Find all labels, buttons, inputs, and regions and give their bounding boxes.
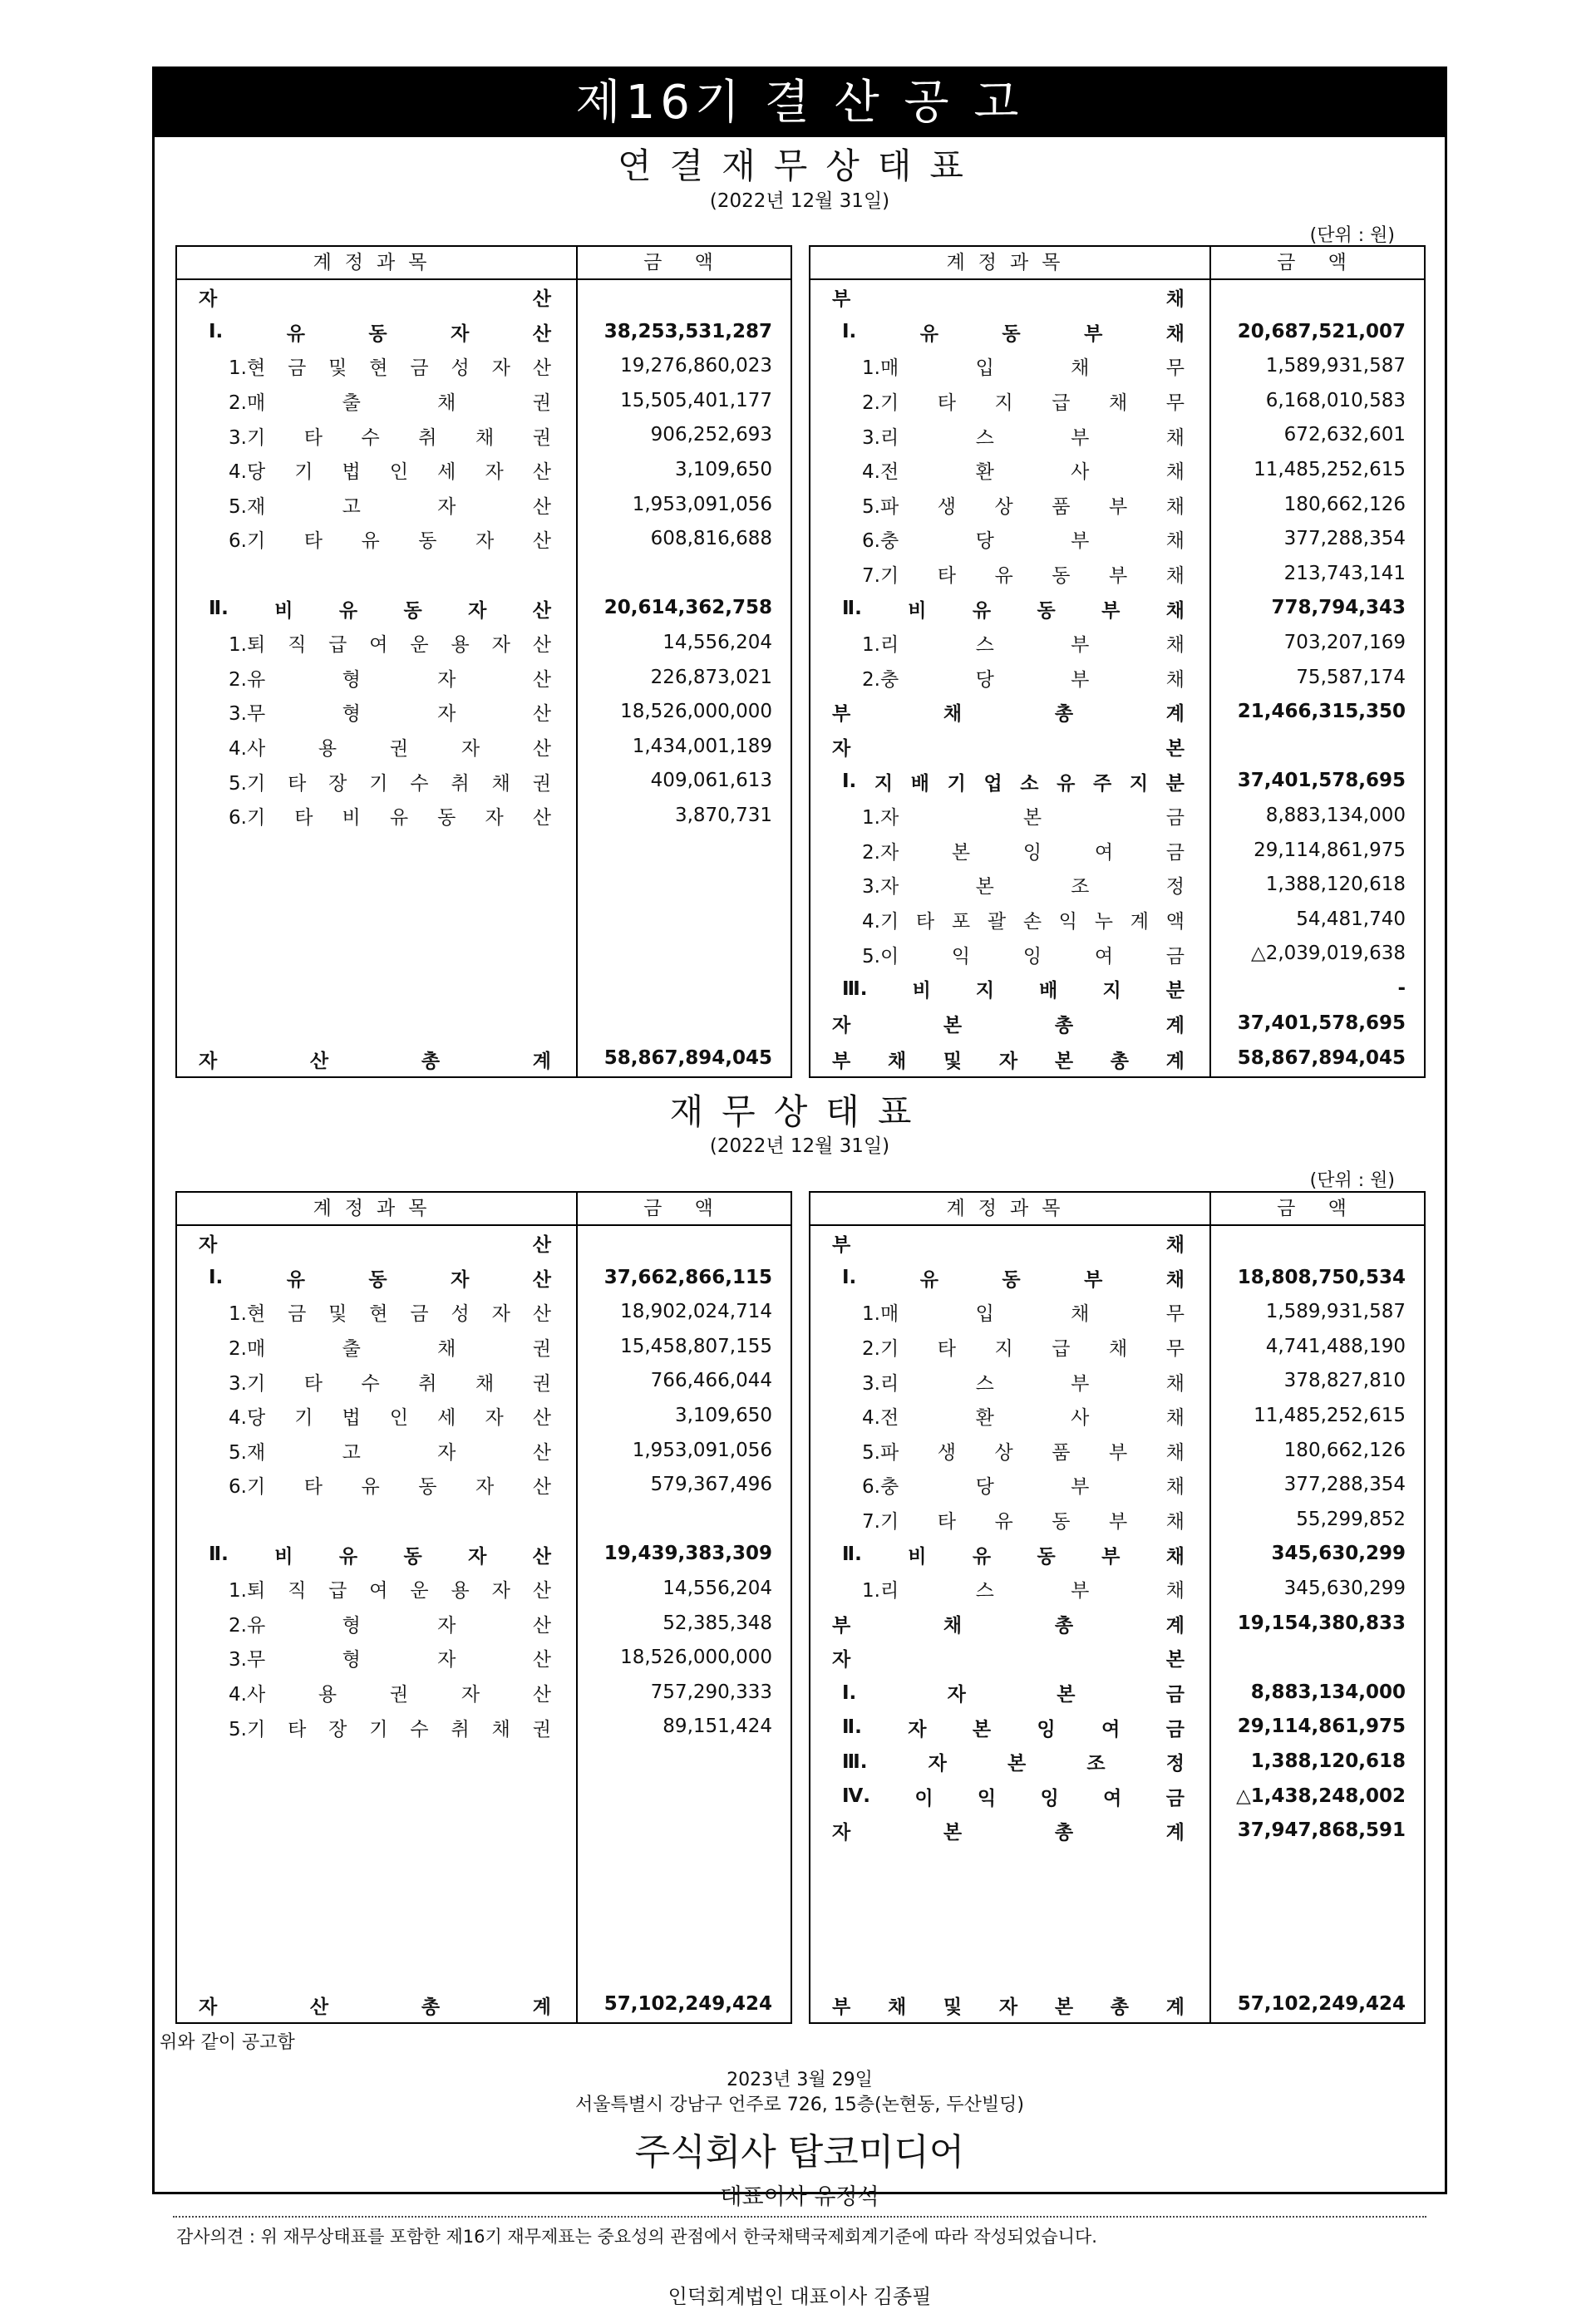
table-row (810, 695, 1424, 730)
auditor-name: 인덕회계법인 대표이사 김종필 (667, 2285, 932, 2308)
amount-cell: 1,589,931,587 (1265, 355, 1406, 377)
amount-cell: 37,401,578,695 (1237, 1012, 1406, 1034)
table-row (810, 1537, 1424, 1572)
account-label: 부 채 (832, 288, 1185, 311)
account-label: 3.무 형 자 산 (229, 1649, 551, 1671)
account-label: Ⅰ. 자 본 금 (842, 1681, 1185, 1706)
amount-cell: 15,505,401,177 (620, 389, 772, 411)
amount-cell (576, 280, 772, 315)
amount-cell: 1,953,091,056 (632, 493, 772, 515)
table-row (177, 695, 791, 730)
account-label: Ⅰ. 유 동 부 채 (842, 321, 1185, 345)
consolidated-unit: (단위 : 원) (1309, 225, 1395, 246)
amount-cell: 37,662,866,115 (603, 1266, 772, 1288)
account-label: 5.재 고 자 산 (229, 495, 551, 518)
amount-cell: 29,114,861,975 (1254, 839, 1406, 861)
table-row (810, 1780, 1424, 1814)
table-header (810, 247, 1424, 280)
amount-cell: 58,867,894,045 (1237, 1047, 1406, 1070)
amount-cell: 766,466,044 (650, 1370, 772, 1392)
account-label: 2.유 형 자 산 (229, 668, 551, 691)
account-label: Ⅱ. 비 유 동 부 채 (842, 598, 1185, 622)
account-label: 자 산 (199, 288, 551, 311)
amount-cell: 180,662,126 (1283, 1439, 1406, 1461)
account-label: 2.유 형 자 산 (229, 1614, 551, 1637)
table-row (177, 1226, 791, 1261)
amount-cell: 672,632,601 (1283, 424, 1406, 446)
account-label: Ⅰ. 유 동 부 채 (842, 1267, 1185, 1291)
table-row (177, 730, 791, 765)
amount-cell: 14,556,204 (663, 632, 772, 653)
amount-cell: 58,867,894,045 (603, 1047, 772, 1070)
amount-cell: △1,438,248,002 (1236, 1785, 1406, 1807)
amount-cell: 757,290,333 (650, 1681, 772, 1703)
amount-cell: 377,288,354 (1283, 528, 1406, 550)
amount-cell: 409,061,613 (650, 770, 772, 792)
table-row (177, 1537, 791, 1572)
account-label: 3.기 타 수 취 채 권 (229, 426, 551, 449)
table-header (177, 247, 791, 280)
table-row (810, 1710, 1424, 1745)
table-row (810, 1330, 1424, 1365)
amount-cell: 378,827,810 (1283, 1370, 1406, 1392)
table-row (810, 903, 1424, 938)
account-label: 4.기 타 포 괄 손 익 누 계 액 (862, 911, 1185, 933)
amount-cell: 75,587,174 (1296, 666, 1406, 688)
notice-banner: 제16기 결 산 공 고 (155, 69, 1445, 137)
account-label: 6.기 타 유 동 자 산 (229, 530, 551, 553)
amount-cell: 21,466,315,350 (1237, 701, 1406, 723)
account-label: Ⅱ. 비 유 동 자 산 (209, 1543, 551, 1568)
amount-cell: 3,870,731 (674, 805, 772, 826)
amount-cell: 3,109,650 (674, 459, 772, 480)
account-label: 3.자 본 조 정 (862, 876, 1185, 898)
amount-cell: 15,458,807,155 (620, 1335, 772, 1357)
table-row (177, 280, 791, 315)
account-label: 4.사 용 권 자 산 (229, 1684, 551, 1706)
account-label: Ⅱ. 비 유 동 부 채 (842, 1543, 1185, 1568)
account-label: 1.현 금 및 현 금 성 자 산 (229, 1303, 551, 1326)
separate-liabilities-table (809, 1191, 1426, 2024)
account-label: 2.충 당 부 채 (862, 668, 1185, 691)
table-row (810, 1676, 1424, 1711)
table-row (177, 1572, 791, 1607)
account-label: 자 본 총 계 (832, 1014, 1185, 1036)
account-label: Ⅱ. 비 유 동 자 산 (209, 598, 551, 622)
table-row (177, 1676, 791, 1711)
table-row (810, 280, 1424, 315)
table-row (810, 384, 1424, 419)
table-row (177, 1399, 791, 1434)
table-row (810, 591, 1424, 626)
account-label: 4.당 기 법 인 세 자 산 (229, 461, 551, 484)
amount-cell: 19,154,380,833 (1237, 1612, 1406, 1634)
amount-cell: 57,102,249,424 (603, 1993, 772, 2016)
table-row (177, 1261, 791, 1296)
header-account: 계정과목 (313, 1198, 441, 1219)
amount-cell: 57,102,249,424 (1237, 1993, 1406, 2016)
table-row (810, 522, 1424, 557)
table-row (177, 1987, 791, 2022)
header-account: 계정과목 (313, 252, 441, 273)
account-label: 1.리 스 부 채 (862, 1580, 1185, 1603)
account-label: 부 채 총 계 (832, 1614, 1185, 1637)
account-label: 자 본 총 계 (832, 1822, 1185, 1844)
table-row (177, 1364, 791, 1399)
table-row (177, 1503, 791, 1538)
header-amount: 금 액 (1277, 1198, 1360, 1219)
amount-cell: 37,947,868,591 (1237, 1819, 1406, 1842)
consolidated-liabilities-table (809, 245, 1426, 1078)
account-label: 6.기 타 비 유 동 자 산 (229, 807, 551, 830)
amount-cell: 4,741,488,190 (1265, 1335, 1406, 1357)
table-row (177, 1641, 791, 1676)
account-label: 1.현 금 및 현 금 성 자 산 (229, 357, 551, 380)
header-account: 계정과목 (946, 252, 1074, 273)
table-row (177, 1330, 791, 1365)
table-row (810, 1607, 1424, 1642)
table-row (177, 1710, 791, 1745)
account-label: 7.기 타 유 동 부 채 (862, 1511, 1185, 1534)
table-row (810, 1814, 1424, 1849)
amount-cell: 54,481,740 (1296, 908, 1406, 930)
amount-cell (576, 557, 772, 592)
header-amount: 금 액 (643, 252, 727, 273)
amount-cell: 579,367,496 (650, 1474, 772, 1496)
amount-cell: 37,401,578,695 (1237, 770, 1406, 792)
table-row (177, 1607, 791, 1642)
account-label: 4.전 환 사 채 (862, 461, 1185, 484)
audit-opinion: 감사의견 : 위 재무상태표를 포함한 제16기 재무제표는 중요성의 관점에서 한국채택국제회계기준에 따라 작성되었습니다. (176, 2227, 1097, 2247)
amount-cell: △2,039,019,638 (1251, 943, 1406, 965)
table-row (177, 557, 791, 592)
account-label: 3.무 형 자 산 (229, 703, 551, 726)
table-row (810, 557, 1424, 592)
table-row (810, 488, 1424, 523)
amount-cell (1209, 280, 1406, 315)
separate-date: (2022년 12월 31일) (709, 1135, 890, 1157)
company-address: 서울특별시 강남구 언주로 726, 15층(논현동, 두산빌딩) (575, 2095, 1024, 2115)
table-row (177, 349, 791, 384)
table-row (177, 315, 791, 350)
table-row (810, 834, 1424, 869)
table-row (810, 1364, 1424, 1399)
amount-cell (1209, 730, 1406, 765)
table-row (810, 1434, 1424, 1469)
company-name: 주식회사 탑코미디어 (634, 2131, 965, 2174)
table-row (177, 488, 791, 523)
account-label: 6.충 당 부 채 (862, 530, 1185, 553)
account-label: 5.기 타 장 기 수 취 채 권 (229, 1718, 551, 1740)
table-row (810, 1641, 1424, 1676)
amount-cell: 3,109,650 (674, 1405, 772, 1426)
account-label: 5.이 익 잉 여 금 (862, 945, 1185, 967)
amount-cell (576, 1503, 772, 1538)
table-row (810, 418, 1424, 453)
table-row (177, 1041, 791, 1076)
table-row (810, 1007, 1424, 1041)
table-row (810, 937, 1424, 972)
notice-frame (152, 66, 1447, 2308)
amount-cell: 19,439,383,309 (603, 1543, 772, 1565)
amount-cell: 18,902,024,714 (620, 1301, 772, 1323)
amount-cell: 8,883,134,000 (1250, 1681, 1406, 1703)
table-row (177, 522, 791, 557)
account-label: 2.기 타 지 급 채 무 (862, 392, 1185, 415)
consolidated-date: (2022년 12월 31일) (709, 190, 890, 212)
notice-statement: 위와 같이 공고함 (160, 2032, 295, 2053)
amount-cell: 20,687,521,007 (1237, 320, 1406, 342)
table-header (177, 1193, 791, 1226)
table-row (177, 1434, 791, 1469)
dotted-divider (173, 2216, 1426, 2218)
amount-cell: 1,388,120,618 (1250, 1750, 1406, 1772)
header-account: 계정과목 (946, 1198, 1074, 1219)
table-row (810, 1503, 1424, 1538)
company-ceo: 대표이사 유정석 (720, 2184, 879, 2210)
table-row (177, 418, 791, 453)
separate-assets-table (175, 1191, 792, 2024)
amount-cell: 213,743,141 (1283, 562, 1406, 584)
account-label: 5.재 고 자 산 (229, 1441, 551, 1464)
amount-cell: 55,299,852 (1296, 1508, 1406, 1530)
account-label: Ⅳ. 이 익 잉 여 금 (842, 1785, 1185, 1809)
amount-cell: 180,662,126 (1283, 493, 1406, 515)
account-label: 3.기 타 수 취 채 권 (229, 1372, 551, 1395)
account-label: 4.사 용 권 자 산 (229, 738, 551, 761)
account-label: 3.리 스 부 채 (862, 426, 1185, 449)
amount-cell: 20,614,362,758 (603, 597, 772, 619)
amount-cell: 906,252,693 (650, 424, 772, 446)
account-label: 1.리 스 부 채 (862, 634, 1185, 657)
table-row (810, 626, 1424, 661)
table-row (810, 1041, 1424, 1076)
amount-cell: 11,485,252,615 (1254, 1405, 1406, 1426)
account-label: 1.매 입 채 무 (862, 1303, 1185, 1326)
account-label: 3.리 스 부 채 (862, 1372, 1185, 1395)
account-label: Ⅰ. 지 배 기 업 소 유 주 지 분 (842, 770, 1185, 795)
account-label: 2.매 출 채 권 (229, 392, 551, 415)
table-row (177, 384, 791, 419)
amount-cell: 1,434,001,189 (632, 735, 772, 757)
account-label: 자 산 총 계 (199, 1996, 551, 2018)
amount-cell: 778,794,343 (1271, 597, 1406, 619)
header-amount: 금 액 (1277, 252, 1360, 273)
account-label: 부 채 (832, 1234, 1185, 1257)
account-label: Ⅱ. 자 본 잉 여 금 (842, 1716, 1185, 1740)
account-label: 6.기 타 유 동 자 산 (229, 1476, 551, 1499)
table-row (810, 349, 1424, 384)
notice-date: 2023년 3월 29일 (727, 2070, 873, 2090)
table-row (810, 1572, 1424, 1607)
table-row (810, 972, 1424, 1007)
amount-cell: 377,288,354 (1283, 1474, 1406, 1496)
amount-cell: 14,556,204 (663, 1578, 772, 1599)
account-label: 5.파 생 상 품 부 채 (862, 1441, 1185, 1464)
amount-cell: 18,526,000,000 (620, 701, 772, 723)
amount-cell: 703,207,169 (1283, 632, 1406, 653)
account-label: 2.매 출 채 권 (229, 1338, 551, 1361)
account-label: Ⅰ. 유 동 자 산 (209, 321, 551, 345)
account-label: 부 채 총 계 (832, 703, 1185, 726)
account-label: 자 본 (832, 738, 1185, 761)
amount-cell: 89,151,424 (663, 1716, 772, 1738)
table-row (810, 799, 1424, 834)
amount-cell: 1,589,931,587 (1265, 1301, 1406, 1323)
amount-cell: 8,883,134,000 (1265, 805, 1406, 826)
table-row (177, 1295, 791, 1330)
table-row (810, 1261, 1424, 1296)
account-label: 1.퇴 직 급 여 운 용 자 산 (229, 1580, 551, 1603)
amount-cell: 19,276,860,023 (620, 355, 772, 377)
table-row (810, 453, 1424, 488)
amount-cell: 608,816,688 (650, 528, 772, 550)
account-label: 부 채 및 자 본 총 계 (832, 1996, 1185, 2018)
table-row (177, 626, 791, 661)
amount-cell: 52,385,348 (663, 1612, 772, 1634)
amount-cell: 38,253,531,287 (603, 320, 772, 342)
amount-cell: 11,485,252,615 (1254, 459, 1406, 480)
table-row (810, 1226, 1424, 1261)
separate-title: 재무상태표 (669, 1091, 930, 1132)
account-label: 4.당 기 법 인 세 자 산 (229, 1407, 551, 1430)
table-row (177, 591, 791, 626)
table-row (810, 764, 1424, 799)
table-row (810, 1987, 1424, 2022)
account-label: 6.충 당 부 채 (862, 1476, 1185, 1499)
amount-cell: 226,873,021 (650, 666, 772, 688)
consolidated-assets-table (175, 245, 792, 1078)
table-row (810, 1295, 1424, 1330)
separate-unit: (단위 : 원) (1309, 1170, 1395, 1191)
table-row (810, 1745, 1424, 1780)
account-label: 4.전 환 사 채 (862, 1407, 1185, 1430)
account-label: Ⅰ. 유 동 자 산 (209, 1267, 551, 1291)
account-label: 5.기 타 장 기 수 취 채 권 (229, 772, 551, 795)
table-row (177, 661, 791, 696)
amount-cell: - (1397, 977, 1406, 999)
table-row (177, 1468, 791, 1503)
account-label: 자 산 (199, 1234, 551, 1257)
table-row (810, 1468, 1424, 1503)
amount-cell: 345,630,299 (1283, 1578, 1406, 1599)
amount-cell (1209, 1226, 1406, 1261)
table-header (810, 1193, 1424, 1226)
account-label: 5.파 생 상 품 부 채 (862, 495, 1185, 518)
account-label: Ⅲ. 비 지 배 지 분 (842, 977, 1185, 1002)
account-label: 자 본 (832, 1649, 1185, 1671)
account-label: 부 채 및 자 본 총 계 (832, 1050, 1185, 1072)
account-label: 자 산 총 계 (199, 1050, 551, 1072)
header-amount: 금 액 (643, 1198, 727, 1219)
table-row (810, 730, 1424, 765)
table-row (810, 661, 1424, 696)
amount-cell: 1,953,091,056 (632, 1439, 772, 1461)
amount-cell: 6,168,010,583 (1265, 389, 1406, 411)
consolidated-title: 연결재무상태표 (617, 145, 982, 186)
table-row (810, 868, 1424, 903)
amount-cell: 345,630,299 (1271, 1543, 1406, 1565)
account-label: 2.기 타 지 급 채 무 (862, 1338, 1185, 1361)
table-row (810, 1399, 1424, 1434)
amount-cell: 29,114,861,975 (1237, 1716, 1406, 1738)
account-label: 1.자 본 금 (862, 807, 1185, 830)
account-label: 1.매 입 채 무 (862, 357, 1185, 380)
amount-cell: 18,808,750,534 (1237, 1266, 1406, 1288)
account-label: 2.자 본 잉 여 금 (862, 841, 1185, 864)
amount-cell: 18,526,000,000 (620, 1647, 772, 1669)
table-row (177, 764, 791, 799)
account-label: Ⅲ. 자 본 조 정 (842, 1750, 1185, 1775)
table-row (177, 799, 791, 834)
account-label: 7.기 타 유 동 부 채 (862, 565, 1185, 588)
table-row (810, 315, 1424, 350)
table-row (177, 453, 791, 488)
account-label: 1.퇴 직 급 여 운 용 자 산 (229, 634, 551, 657)
amount-cell: 1,388,120,618 (1265, 874, 1406, 896)
amount-cell (576, 1226, 772, 1261)
amount-cell (1209, 1641, 1406, 1676)
